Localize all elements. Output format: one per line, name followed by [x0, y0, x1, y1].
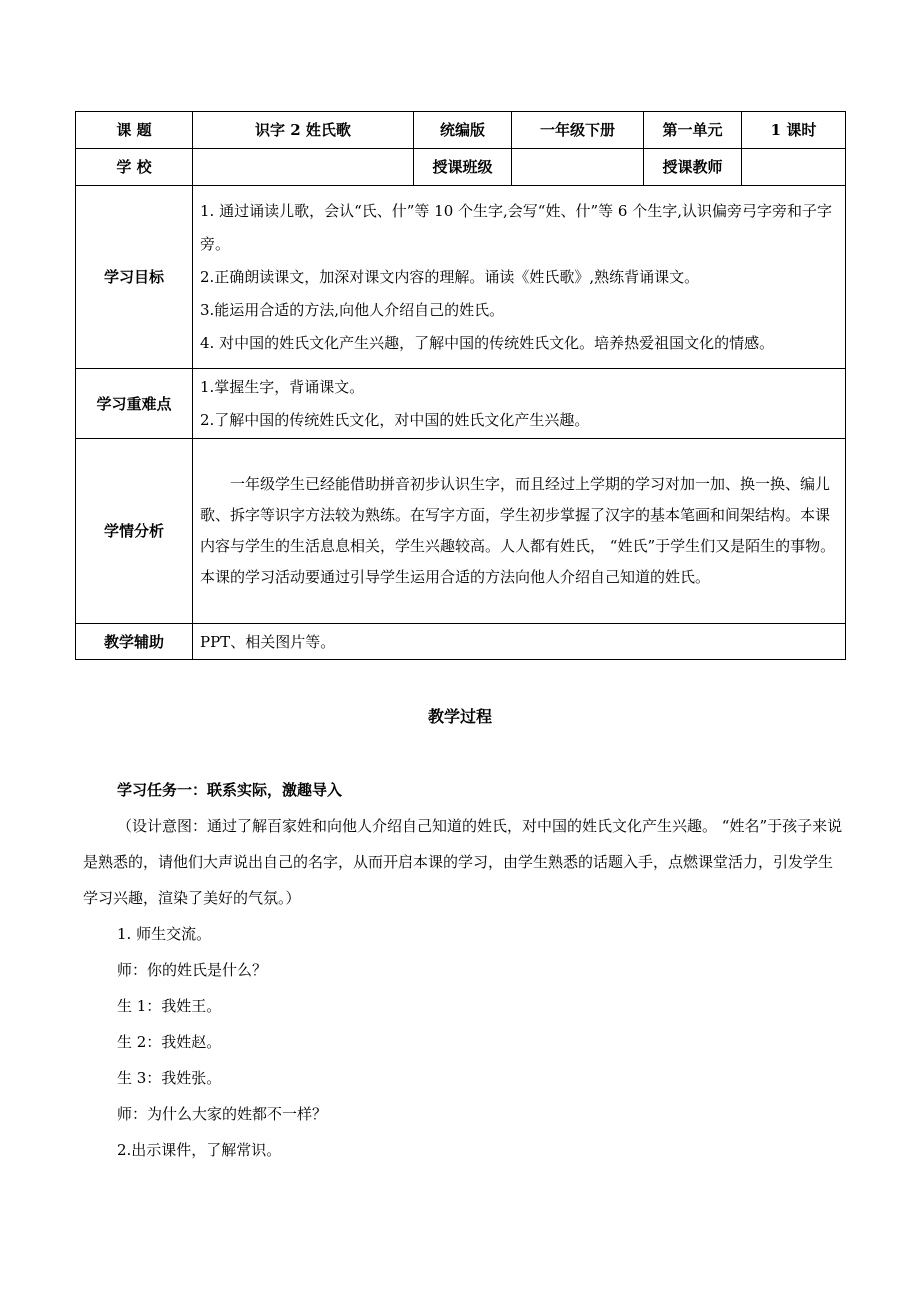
unit: 第一单元: [644, 112, 742, 149]
class-label: 授课班级: [414, 149, 512, 186]
table-row-goals: [76, 186, 846, 369]
teacher-value: [742, 149, 846, 186]
process-line: 生 2：我姓赵。: [117, 1033, 222, 1051]
process-body: [83, 772, 847, 1168]
goals-label: 学习目标: [76, 186, 193, 369]
process-line: 生 1：我姓王。: [117, 997, 222, 1015]
process-line: 师：为什么大家的姓都不一样？: [117, 1105, 328, 1123]
table-row-school: [76, 149, 846, 186]
key-point-item: 2.了解中国的传统姓氏文化，对中国的姓氏文化产生兴趣。: [200, 410, 590, 429]
teacher-label: 授课教师: [644, 149, 742, 186]
analysis-label: 学情分析: [76, 439, 193, 624]
goal-item: 2.正确朗读课文，加深对课文内容的理解。诵读《姓氏歌》,熟练背诵课文。: [200, 267, 700, 286]
analysis-content: [193, 439, 846, 624]
goal-item: 3.能运用合适的方法,向他人介绍自己的姓氏。: [200, 300, 505, 319]
class-hours: 1 课时: [742, 112, 846, 149]
table-row-aids: [76, 624, 846, 660]
goals-content: [193, 186, 846, 369]
process-line: 师：你的姓氏是什么？: [117, 961, 268, 979]
lesson-plan-table: [75, 111, 846, 660]
process-line: 2.出示课件，了解常识。: [117, 1141, 282, 1159]
analysis-text: 一年级学生已经能借助拼音初步认识生字，而且经过上学期的学习对加一加、换一换、编儿歌、拆字等识字方法较为熟练。在写字方面，学生初步掌握了汉字的基本笔画和间架结构。本课内容与学生的生活息息相关，学生兴趣较高。人人都有姓氏， “姓氏”于学生们又是陌生的事物。本课的学习活动要通过引导学生运用合适的方法向他人介绍自己知道的姓氏。: [200, 475, 836, 586]
process-title: 教学过程: [427, 707, 492, 726]
task-heading: 学习任务一：联系实际，激趣导入: [117, 781, 343, 799]
topic-label: 课 题: [76, 112, 193, 149]
aids-content: PPT、相关图片等。: [193, 624, 846, 660]
table-row-analysis: [76, 439, 846, 624]
process-line: 1. 师生交流。: [117, 925, 212, 943]
school-value: [193, 149, 414, 186]
key-points-label: 学习重难点: [76, 369, 193, 439]
edition: 统编版: [414, 112, 512, 149]
grade: 一年级下册: [512, 112, 644, 149]
key-point-item: 1.掌握生字，背诵课文。: [200, 377, 365, 396]
goal-item: 1. 通过诵读儿歌，会认“氏、什”等 10 个生字,会写“姓、什”等 6 个生字,认识偏旁弓字旁和子字旁。: [200, 201, 832, 253]
class-value: [512, 149, 644, 186]
school-label: 学 校: [76, 149, 193, 186]
process-line: 生 3：我姓张。: [117, 1069, 222, 1087]
aids-label: 教学辅助: [76, 624, 193, 660]
table-row-topic: [76, 112, 846, 149]
key-points-content: [193, 369, 846, 439]
goal-item: 4. 对中国的姓氏文化产生兴趣，了解中国的传统姓氏文化。培养热爱祖国文化的情感。: [200, 333, 775, 352]
design-intent: （设计意图：通过了解百家姓和向他人介绍自己知道的姓氏，对中国的姓氏文化产生兴趣。 “姓名”于孩子来说是熟悉的，请他们大声说出自己的名字，从而开启本课的学习，由学生熟悉的话题入手，点燃课堂活力，引发学生学习兴趣，渲染了美好的气氛。）: [83, 817, 843, 907]
table-row-key-points: [76, 369, 846, 439]
lesson-title: 识字 2 姓氏歌: [193, 112, 414, 149]
